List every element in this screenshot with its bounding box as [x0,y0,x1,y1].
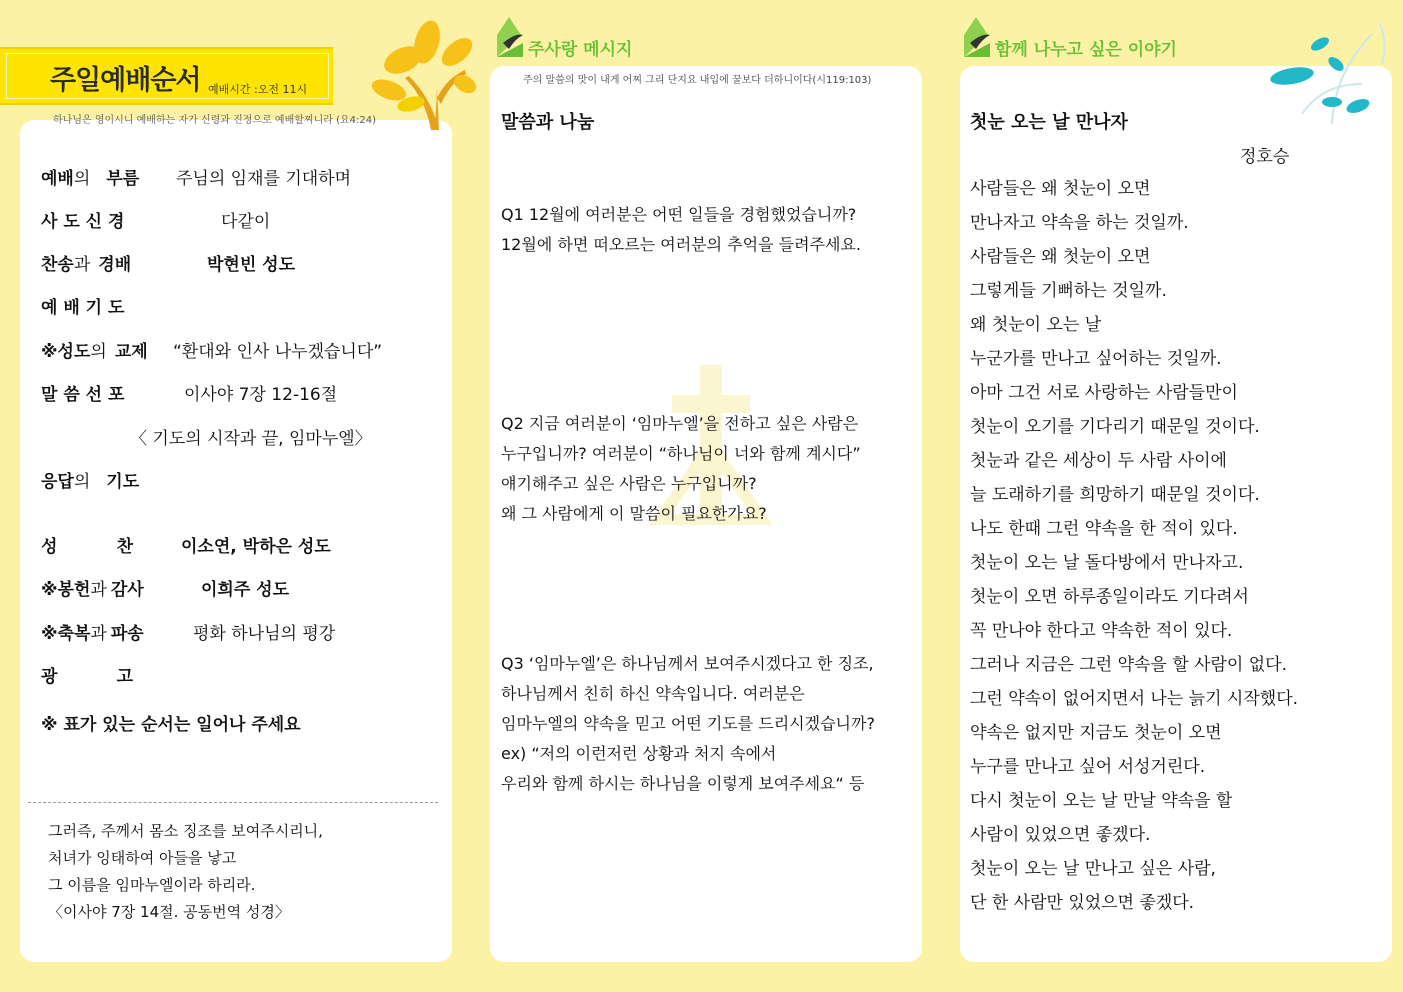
poem-body: 사람들은 왜 첫눈이 오면 만나자고 약속을 하는 것일까. 사람들은 왜 첫눈이 오면 그렇게들 기뻐하는 것일까. 왜 첫눈이 오는 날 누군가를 만나고 싶어하는 것일까. 아마 그건 서로 사랑하는 사람들만이 첫눈이 오기를 기다리기 때문일 것이다. 첫눈과 같은 세상이 두 사람 사이에 늘 도래하기를 희망하기 때문일 것이다. 나도 한때 그런 약속을 한 적이 있다. 첫눈이 오는 날 돌다방에서 만나자고. 첫눈이 오면 하루종일이라도 기다려서 꼭 만나야 한다고 약속한 적이 있다. 그러나 지금은 그런 약속을 할 사람이 없다. 그런 약속이 없어지면서 나는 늙기 시작했다. 약속은 없지만 지금도 첫눈이 오면 누구를 만나고 싶어 서성거린다. 다시 첫눈이 오는 날 만날 약속을 할 사람이 있었으면 좋겠다. 첫눈이 오는 날 만나고 싶은 사람, 단 한 사람만 있었으면 좋겠다. [970,179,1299,913]
divider [28,802,438,803]
header-verse: 하나님은 영이시니 예배하는 자가 신령과 진정으로 예배할찌니라 (요4:24) [53,115,376,126]
flourish-icon [1262,14,1400,130]
question-3: Q3 ‘임마누엘’은 하나님께서 보여주시겠다고 한 징조, 하나님께서 친히 하신 약속입니다. 여러분은 임마누엘의 약속을 믿고 어떤 기도를 드리시겠습니까? ex) “저의 이런저런 상황과 처지 속에서 우리와 함께 하시는 하나님을 이렇게 보여주세요“ 등 [501,654,875,793]
section-title: 함께 나누고 싶은 이야기 [995,40,1177,60]
sprout-icon [960,13,994,59]
standing-note: ※ 표가 있는 순서는 일어나 주세요 [41,715,301,735]
poem-title: 첫눈 오는 날 만나자 [970,112,1128,133]
sprout-icon [493,13,527,59]
poem-author: 정호승 [1240,147,1290,167]
question-2: Q2 지금 여러분이 ‘임마누엘’을 전하고 싶은 사람은 누구입니까? 여러분이 “하나님이 너와 함께 계시다” 얘기해주고 싶은 사람은 누구입니까? 왜 그 사람에게 이 말씀이 필요한가요? [501,414,861,523]
tree-icon [365,18,477,133]
sermon-title: 〈 기도의 시작과 끝, 임마누엘〉 [130,429,372,449]
scripture-quote: 그러즉, 주께서 몸소 징조를 보여주시리니, 처녀가 잉태하여 아들을 낳고 그 이름을 임마누엘이라 하리라. 〈이사야 7장 14절. 공동번역 성경〉 [48,822,323,921]
message-title: 말씀과 나눔 [501,112,595,133]
section-title: 주사랑 메시지 [528,40,633,60]
page-title: 주일예배순서 [50,65,201,96]
header-verse: 주의 말씀의 맛이 내게 어찌 그리 단지요 내입에 꿀보다 더하니이다(시119:103) [523,75,872,86]
service-time: 예배시간 :오전 11시 [208,83,308,96]
question-1: Q1 12월에 여러분은 어떤 일들을 경험했었습니까? 12월에 하면 떠오르는 여러분의 추억을 들려주세요. [501,205,861,254]
